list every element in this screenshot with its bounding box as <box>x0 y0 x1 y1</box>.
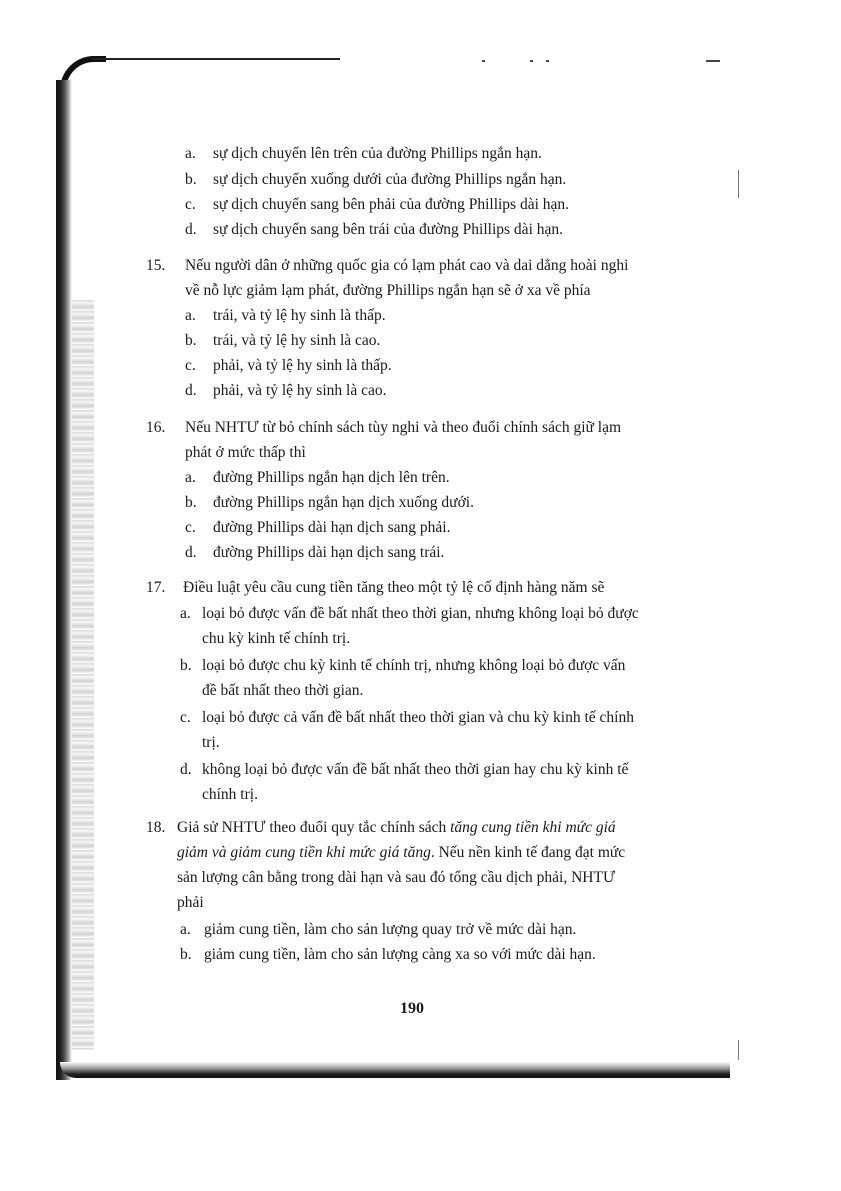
option-letter: a. <box>180 921 191 938</box>
stem-italic-text: giảm và giảm cung tiền khi mức giá tăng <box>177 844 431 861</box>
scan-bottom-shadow <box>60 1062 730 1078</box>
scan-speck <box>530 60 533 62</box>
option-text: trái, và tỷ lệ hy sinh là thấp. <box>213 307 386 324</box>
option-text: sự dịch chuyển xuống dưới của đường Phillips ngắn hạn. <box>213 171 567 188</box>
option-text: loại bỏ được cả vấn đề bất nhất theo thời gian và chu kỳ kinh tế chính <box>202 709 634 726</box>
question-stem: Điều luật yêu cầu cung tiền tăng theo một tỷ lệ cố định hàng năm sẽ <box>183 579 605 596</box>
question-number: 16. <box>146 419 166 436</box>
question-number: 15. <box>146 257 166 274</box>
option-letter: a. <box>185 145 196 162</box>
option-letter: c. <box>185 519 196 536</box>
stem-text: . Nếu nền kinh tế đang đạt mức <box>430 844 626 861</box>
question-stem <box>177 843 625 863</box>
question-number: 17. <box>146 579 166 596</box>
scan-left-shadow <box>56 80 72 1080</box>
stem-text: Giả sử NHTƯ theo đuổi quy tắc chính sách <box>177 819 451 836</box>
question-stem: phát ở mức thấp thì <box>185 444 306 461</box>
option-text: phải, và tỷ lệ hy sinh là thấp. <box>213 357 392 374</box>
option-letter: b. <box>185 494 197 511</box>
question-stem: Nếu NHTƯ từ bỏ chính sách tùy nghi và theo đuổi chính sách giữ lạm <box>185 419 622 436</box>
option-letter: c. <box>180 709 191 726</box>
option-text: phải, và tỷ lệ hy sinh là cao. <box>213 382 387 399</box>
scan-speck <box>738 1040 739 1060</box>
option-letter: b. <box>180 946 192 963</box>
option-letter: d. <box>185 382 197 399</box>
option-text: đường Phillips dài hạn dịch sang trái. <box>213 544 445 561</box>
option-text: giảm cung tiền, làm cho sản lượng càng xa so với mức dài hạn. <box>204 946 596 963</box>
scan-left-texture <box>72 300 94 1050</box>
option-text: loại bỏ được vấn đề bất nhất theo thời gian, nhưng không loại bỏ được <box>202 605 639 622</box>
option-letter: d. <box>185 221 197 238</box>
option-text: đường Phillips ngắn hạn dịch xuống dưới. <box>213 494 474 511</box>
option-text: đường Phillips dài hạn dịch sang phải. <box>213 519 451 536</box>
stem-italic-text: tăng cung tiền khi mức giá <box>450 819 616 836</box>
option-text: không loại bỏ được vấn đề bất nhất theo thời gian hay chu kỳ kinh tế <box>202 761 629 778</box>
question-stem: về nỗ lực giảm lạm phát, đường Phillips ngắn hạn sẽ ở xa về phía <box>185 282 591 299</box>
scan-speck <box>482 60 485 62</box>
option-text: chu kỳ kinh tế chính trị. <box>202 630 351 647</box>
option-letter: b. <box>185 332 197 349</box>
scan-speck <box>706 60 720 62</box>
option-letter: b. <box>180 657 192 674</box>
question-stem: phải <box>177 894 204 911</box>
scan-speck <box>546 60 549 62</box>
option-letter: d. <box>185 544 197 561</box>
option-text: loại bỏ được chu kỳ kinh tế chính trị, nhưng không loại bỏ được vấn <box>202 657 626 674</box>
question-stem: sản lượng cân bằng trong dài hạn và sau đó tổng cầu dịch phải, NHTƯ <box>177 869 615 886</box>
option-text: giảm cung tiền, làm cho sản lượng quay trở về mức dài hạn. <box>204 921 577 938</box>
question-number: 18. <box>146 819 166 836</box>
option-text: trái, và tỷ lệ hy sinh là cao. <box>213 332 381 349</box>
option-letter: b. <box>185 171 197 188</box>
option-text: đường Phillips ngắn hạn dịch lên trên. <box>213 469 450 486</box>
option-text: sự dịch chuyển sang bên phải của đường Phillips dài hạn. <box>213 196 570 213</box>
option-text: đề bất nhất theo thời gian. <box>202 682 364 699</box>
option-letter: d. <box>180 761 192 778</box>
option-text: sự dịch chuyển lên trên của đường Phillips ngắn hạn. <box>213 145 542 162</box>
option-text: sự dịch chuyển sang bên trái của đường Phillips dài hạn. <box>213 221 563 238</box>
option-letter: a. <box>185 469 196 486</box>
page-number: 190 <box>400 1000 424 1017</box>
option-letter: c. <box>185 357 196 374</box>
option-letter: a. <box>185 307 196 324</box>
option-text: trị. <box>202 734 220 751</box>
question-stem <box>177 818 616 838</box>
scan-speck <box>738 170 739 198</box>
question-stem: Nếu người dân ở những quốc gia có lạm phát cao và dai dẳng hoài nghi <box>185 257 629 274</box>
scan-top-edge <box>92 58 340 60</box>
option-letter: c. <box>185 196 196 213</box>
option-text: chính trị. <box>202 786 258 803</box>
option-letter: a. <box>180 605 191 622</box>
